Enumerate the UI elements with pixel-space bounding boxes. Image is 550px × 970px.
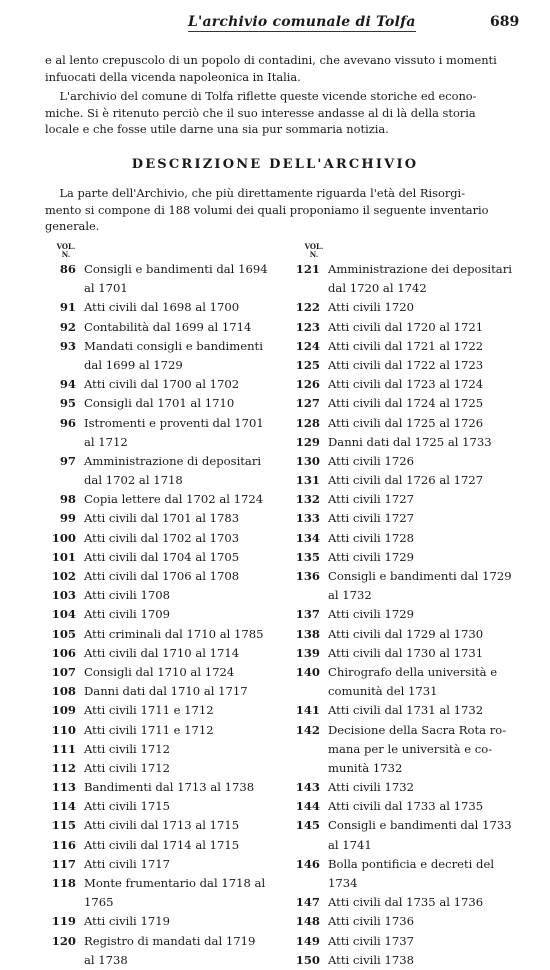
inventory-row: [290, 279, 520, 298]
inventory-row: [46, 414, 276, 433]
inventory-row: [290, 471, 520, 490]
inventory-row: [46, 855, 276, 874]
inventory-row: [290, 605, 520, 624]
right-column-header: [302, 243, 326, 259]
inventory-row: [290, 375, 520, 394]
volume-number: 102: [51, 569, 76, 583]
volume-description: al 1741: [328, 837, 372, 852]
text-line: locale e che fosse utile darne una sia pur sommaria notizia.: [45, 122, 389, 136]
inventory-row: [46, 567, 276, 586]
volume-description: Atti civili dal 1725 al 1726: [328, 415, 484, 430]
volume-number: 118: [51, 876, 76, 890]
inventory-row: [46, 836, 276, 855]
inventory-row: [46, 874, 276, 893]
volume-description: Consigli e bandimenti dal 1729: [328, 569, 512, 583]
volume-number: 133: [295, 511, 320, 526]
volume-number: 149: [295, 933, 320, 948]
inventory-row: [46, 759, 276, 778]
inventory-row: [290, 701, 520, 720]
volume-number: 138: [295, 626, 320, 641]
volume-description: dal 1720 al 1742: [328, 281, 427, 296]
inventory-row: [46, 816, 276, 835]
inventory-row: [46, 548, 276, 567]
inventory-row: [46, 740, 276, 759]
inventory-row: [290, 260, 520, 279]
inventory-row: [290, 452, 520, 471]
volume-description: dal 1699 al 1729: [84, 357, 183, 372]
volume-number: 100: [51, 530, 76, 545]
inventory-row: [46, 433, 276, 452]
volume-number: 140: [295, 664, 320, 679]
volume-number: 94: [59, 377, 76, 392]
inventory-row: [290, 433, 520, 452]
volume-number: 91: [59, 300, 76, 315]
volume-description: Istromenti e proventi dal 1701: [84, 415, 264, 430]
volume-description: Decisione della Sacra Rota ro-: [328, 722, 507, 737]
volume-number: 93: [59, 338, 76, 353]
inventory-row: [290, 509, 520, 528]
inventory-row: [290, 797, 520, 816]
volume-number: 128: [295, 415, 320, 430]
volume-description: Atti civili dal 1735 al 1736: [328, 895, 484, 910]
inventory-row: [290, 663, 520, 682]
volume-description: 1765: [84, 895, 114, 910]
inventory-row: [46, 893, 276, 912]
inventory-row: [290, 414, 520, 433]
volume-description: Monte frumentario dal 1718 al: [84, 876, 266, 890]
volume-number: 131: [295, 473, 320, 488]
inventory-row: [46, 797, 276, 816]
inventory-row: [290, 874, 520, 893]
volume-number: 107: [51, 664, 76, 679]
volume-number: 141: [295, 703, 320, 718]
inventory-row: [46, 605, 276, 624]
intro-paragraph: [45, 52, 513, 85]
inventory-row: [46, 298, 276, 317]
volume-description: Atti civili dal 1724 al 1725: [328, 396, 484, 411]
volume-number: 108: [51, 684, 76, 699]
volume-number: 139: [295, 645, 320, 660]
volume-description: mana per le università e co-: [328, 741, 493, 756]
volume-description: al 1701: [84, 281, 128, 296]
volume-number: 104: [51, 607, 76, 622]
volume-description: Consigli dal 1701 al 1710: [84, 396, 235, 411]
inventory-row: [46, 721, 276, 740]
volume-description: Atti civili 1720: [328, 300, 414, 315]
inventory-row: [46, 260, 276, 279]
volume-number: 115: [51, 818, 76, 833]
volume-description: Atti civili 1729: [328, 549, 414, 564]
vol-label: VOL.: [56, 242, 76, 251]
text-line: infuocati della vicenda napoleonica in Italia.: [45, 69, 301, 84]
volume-description: Copia lettere dal 1702 al 1724: [84, 492, 264, 507]
volume-number: 109: [51, 703, 76, 718]
volume-description: Danni dati dal 1710 al 1717: [84, 684, 248, 699]
volume-description: Consigli dal 1710 al 1724: [84, 664, 235, 679]
inventory-row: [46, 471, 276, 490]
volume-description: Chirografo della università e: [328, 664, 498, 679]
volume-description: al 1732: [328, 588, 372, 603]
volume-number: 99: [59, 511, 76, 526]
volume-number: 130: [295, 453, 320, 468]
volume-description: Consigli e bandimenti dal 1694: [84, 262, 268, 276]
volume-number: 121: [295, 262, 320, 276]
page-header: [0, 14, 550, 38]
volume-description: Atti civili 1737: [328, 933, 414, 948]
section-title: DESCRIZIONE DELL'ARCHIVIO: [131, 157, 419, 172]
inventory-row: [290, 778, 520, 797]
vol-label: VOL.: [304, 242, 324, 251]
volume-description: Consigli e bandimenti dal 1733: [328, 818, 512, 833]
volume-number: 134: [295, 530, 320, 545]
volume-number: 148: [295, 914, 320, 929]
volume-description: Contabilità dal 1699 al 1714: [84, 319, 252, 334]
volume-number: 129: [295, 434, 320, 449]
volume-number: 143: [295, 780, 320, 795]
volume-description: Registro di mandati dal 1719: [84, 933, 256, 948]
number-label: N.: [61, 250, 71, 259]
left-inventory-column: [46, 260, 276, 970]
inventory-row: [290, 912, 520, 931]
volume-description: Atti civili 1709: [84, 607, 170, 622]
inventory-row: [46, 912, 276, 931]
inventory-row: [290, 298, 520, 317]
volume-number: 105: [51, 626, 76, 641]
volume-number: 86: [59, 262, 76, 276]
volume-description: Atti civili dal 1731 al 1732: [328, 703, 484, 718]
text-line: e al lento crepuscolo di un popolo di contadini, che avevano vissuto i momenti: [45, 53, 497, 67]
volume-number: 111: [51, 741, 76, 756]
volume-number: 101: [51, 549, 76, 564]
volume-description: comunità del 1731: [328, 684, 438, 699]
volume-description: Atti civili dal 1701 al 1783: [84, 511, 240, 526]
volume-description: Atti civili 1711 e 1712: [84, 722, 214, 737]
volume-description: al 1738: [84, 952, 128, 967]
volume-description: Atti civili 1728: [328, 530, 414, 545]
volume-number: 142: [295, 722, 320, 737]
inventory-row: [46, 778, 276, 797]
volume-description: dal 1702 al 1718: [84, 473, 183, 488]
volume-description: 1734: [328, 876, 358, 890]
inventory-intro-paragraph: [45, 185, 513, 235]
text-line: L'archivio del comune di Tolfa riflette queste vicende storiche ed econo-: [45, 89, 477, 103]
inventory-row: [290, 951, 520, 970]
inventory-row: [290, 586, 520, 605]
inventory-row: [46, 644, 276, 663]
inventory-row: [290, 644, 520, 663]
volume-description: al 1712: [84, 434, 128, 449]
volume-number: 125: [295, 357, 320, 372]
inventory-row: [46, 337, 276, 356]
inventory-row: [46, 586, 276, 605]
inventory-row: [46, 490, 276, 509]
inventory-row: [290, 529, 520, 548]
inventory-row: [290, 682, 520, 701]
volume-number: 144: [295, 799, 320, 814]
volume-description: Atti civili 1727: [328, 492, 414, 507]
archive-paragraph: [45, 88, 513, 138]
volume-description: Atti civili dal 1720 al 1721: [328, 319, 484, 334]
inventory-row: [46, 529, 276, 548]
inventory-row: [290, 548, 520, 567]
volume-description: Atti civili dal 1702 al 1703: [84, 530, 240, 545]
volume-description: Atti civili dal 1721 al 1722: [328, 338, 484, 353]
running-title: L'archivio comunale di Tolfa: [188, 14, 416, 30]
volume-number: 135: [295, 549, 320, 564]
volume-number: 103: [51, 588, 76, 603]
volume-description: Amministrazione dei depositari: [328, 262, 512, 276]
volume-description: Atti civili 1717: [84, 856, 170, 871]
volume-number: 132: [295, 492, 320, 507]
volume-number: 97: [59, 453, 76, 468]
volume-number: 114: [51, 799, 76, 814]
volume-number: 123: [295, 319, 320, 334]
number-label: N.: [309, 250, 319, 259]
inventory-row: [46, 932, 276, 951]
volume-description: Atti civili dal 1704 al 1705: [84, 549, 240, 564]
page-number: 689: [490, 14, 520, 30]
inventory-row: [290, 893, 520, 912]
volume-number: 110: [51, 722, 76, 737]
volume-description: Atti civili 1729: [328, 607, 414, 622]
volume-description: Atti civili dal 1713 al 1715: [84, 818, 240, 833]
volume-description: Atti civili dal 1700 al 1702: [84, 377, 240, 392]
volume-description: Bolla pontificia e decreti del: [328, 856, 495, 871]
volume-description: Atti civili dal 1726 al 1727: [328, 473, 484, 488]
inventory-row: [46, 279, 276, 298]
inventory-row: [290, 816, 520, 835]
volume-description: Atti civili dal 1714 al 1715: [84, 837, 240, 852]
inventory-row: [46, 682, 276, 701]
inventory-row: [46, 509, 276, 528]
inventory-row: [290, 337, 520, 356]
inventory-row: [290, 567, 520, 586]
volume-description: Atti civili 1719: [84, 914, 170, 929]
volume-number: 127: [295, 396, 320, 411]
volume-description: Atti civili dal 1730 al 1731: [328, 645, 484, 660]
inventory-row: [290, 318, 520, 337]
inventory-row: [290, 932, 520, 951]
volume-number: 150: [295, 952, 320, 967]
volume-description: Atti civili dal 1733 al 1735: [328, 799, 484, 814]
inventory-row: [46, 625, 276, 644]
volume-description: Atti civili 1732: [328, 780, 414, 795]
volume-number: 136: [295, 569, 320, 583]
volume-description: Atti civili 1715: [84, 799, 170, 814]
inventory-row: [46, 701, 276, 720]
volume-description: Atti civili dal 1698 al 1700: [84, 300, 240, 315]
volume-number: 92: [59, 319, 76, 334]
volume-description: Atti civili 1727: [328, 511, 414, 526]
volume-description: Atti civili 1711 e 1712: [84, 703, 214, 718]
inventory-row: [290, 721, 520, 740]
volume-number: 124: [295, 338, 320, 353]
volume-description: munità 1732: [328, 760, 403, 775]
volume-number: 147: [295, 895, 320, 910]
inventory-row: [46, 394, 276, 413]
volume-number: 146: [295, 856, 320, 871]
inventory-row: [46, 663, 276, 682]
volume-number: 122: [295, 300, 320, 315]
volume-number: 98: [59, 492, 76, 507]
volume-number: 126: [295, 377, 320, 392]
volume-description: Atti civili dal 1706 al 1708: [84, 569, 240, 583]
inventory-row: [46, 951, 276, 970]
volume-number: 106: [51, 645, 76, 660]
inventory-row: [46, 318, 276, 337]
volume-description: Atti civili 1712: [84, 741, 170, 756]
text-line: generale.: [45, 219, 100, 233]
volume-number: 119: [51, 914, 76, 929]
inventory-row: [290, 394, 520, 413]
inventory-row: [290, 759, 520, 778]
inventory-row: [290, 625, 520, 644]
volume-description: Bandimenti dal 1713 al 1738: [84, 780, 255, 795]
volume-description: Atti civili 1736: [328, 914, 414, 929]
volume-number: 113: [51, 780, 76, 795]
volume-number: 145: [295, 818, 320, 833]
volume-number: 95: [59, 396, 76, 411]
volume-description: Atti civili 1726: [328, 453, 414, 468]
volume-description: Atti civili 1708: [84, 588, 170, 603]
inventory-row: [46, 356, 276, 375]
inventory-row: [290, 855, 520, 874]
inventory-row: [290, 356, 520, 375]
inventory-row: [290, 740, 520, 759]
volume-number: 96: [59, 415, 76, 430]
left-column-header: [54, 243, 78, 259]
volume-description: Amministrazione di depositari: [84, 453, 262, 468]
volume-description: Atti civili 1712: [84, 760, 170, 775]
inventory-row: [290, 836, 520, 855]
volume-description: Atti civili dal 1729 al 1730: [328, 626, 484, 641]
inventory-row: [46, 375, 276, 394]
volume-number: 112: [51, 760, 76, 775]
right-inventory-column: [290, 260, 520, 970]
inventory-row: [46, 452, 276, 471]
volume-description: Atti criminali dal 1710 al 1785: [84, 626, 264, 641]
text-line: La parte dell'Archivio, che più direttamente riguarda l'età del Risorgi-: [45, 186, 466, 200]
volume-description: Atti civili dal 1723 al 1724: [328, 377, 484, 392]
volume-description: Atti civili 1738: [328, 952, 414, 967]
volume-number: 117: [51, 856, 76, 871]
volume-number: 120: [51, 933, 76, 948]
volume-description: Atti civili dal 1722 al 1723: [328, 357, 484, 372]
volume-description: Atti civili dal 1710 al 1714: [84, 645, 240, 660]
volume-description: Mandati consigli e bandimenti: [84, 338, 263, 353]
text-line: mento si compone di 188 volumi dei quali proponiamo il seguente inventario: [45, 202, 489, 217]
text-line: miche. Si è ritenuto perciò che il suo interesse andasse al di là della storia: [45, 105, 476, 120]
volume-description: Danni dati dal 1725 al 1733: [328, 434, 492, 449]
volume-number: 137: [295, 607, 320, 622]
inventory-row: [290, 490, 520, 509]
volume-number: 116: [51, 837, 76, 852]
